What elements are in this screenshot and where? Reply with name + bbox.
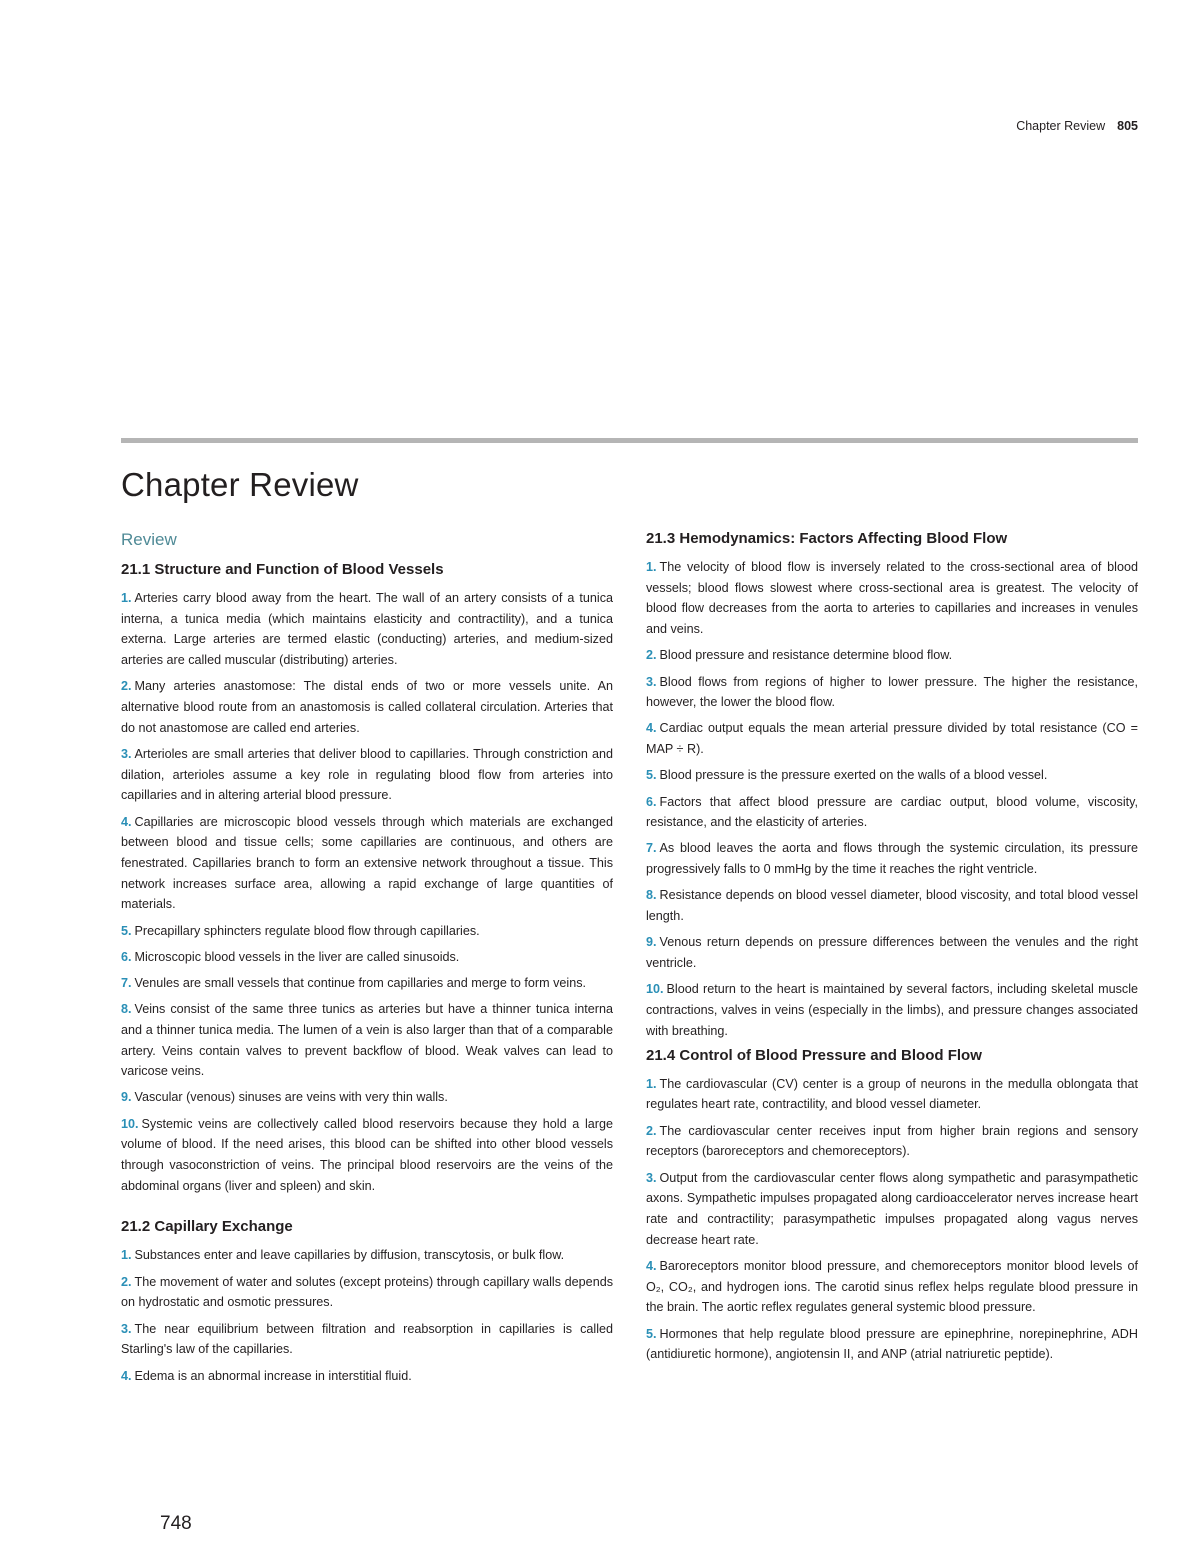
section-heading-21-2: 21.2 Capillary Exchange [121,1218,293,1236]
item-text: Substances enter and leave capillaries by diffusion, transcytosis, or bulk flow. [134,1248,565,1263]
item-number: 9. [646,935,657,950]
item-number: 1. [121,1248,132,1263]
item-text: As blood leaves the aorta and flows through the systemic circulation, its pressure progressively falls to 0 mmHg by the time it reaches the right ventricle. [646,841,1138,877]
running-head [1016,119,1138,133]
page-folio-number: 748 [160,1513,192,1534]
item-number: 8. [121,1002,132,1017]
list-item [121,921,613,942]
list-item [121,1319,613,1360]
list-item [646,1121,1138,1162]
right-column [646,530,1138,1370]
item-text: Precapillary sphincters regulate blood flow through capillaries. [134,923,480,938]
item-text: Venous return depends on pressure differences between the venules and the right ventricle. [646,935,1138,970]
list-item [646,645,1138,666]
item-number: 2. [121,679,132,694]
list-item [121,973,613,994]
list-item [121,1272,613,1313]
item-text: Cardiac output equals the mean arterial pressure divided by total resistance (CO = MAP ÷ R). [646,721,1138,757]
item-text: The movement of water and solutes (except proteins) through capillary walls depends on hydrostatic and osmotic pressures. [121,1274,613,1310]
list-item [646,885,1138,926]
item-number: 1. [646,560,657,574]
item-text: Blood return to the heart is maintained by several factors, including skeletal muscle contractions, valves in veins (especially in the limbs), and pressure changes associated with breathing. [646,982,1138,1038]
list-item [646,765,1138,786]
list-item [646,557,1138,640]
item-number: 2. [646,1123,657,1138]
item-number: 10. [646,982,664,997]
section-heading-21-3: 21.3 Hemodynamics: Factors Affecting Blood Flow [646,530,1008,547]
item-text: Factors that affect blood pressure are cardiac output, blood volume, viscosity, resistance, and the elasticity of arteries. [646,794,1138,830]
item-text: Systemic veins are collectively called blood reservoirs because they hold a large volume of blood. If the need arises, this blood can be shifted into other blood vessels through vasoconstriction of veins. The principal blood reservoirs are the veins of the abdominal organs (liver and spleen) and skin. [121,1116,613,1193]
item-text: Edema is an abnormal increase in interstitial fluid. [134,1368,412,1383]
item-text: Blood pressure and resistance determine blood flow. [659,648,953,663]
item-number: 5. [646,768,657,783]
running-head-page-number: 805 [1117,119,1138,133]
item-text: Arterioles are small arteries that deliver blood to capillaries. Through constriction and dilation, arterioles assume a key role in regulating blood flow from arteries into capillaries and in altering arterial blood pressure. [121,746,613,803]
list-item [646,838,1138,879]
item-number: 2. [121,1274,132,1289]
item-text: Vascular (venous) sinuses are veins with very thin walls. [134,1090,448,1105]
list-item [646,672,1138,713]
list-item [646,1256,1138,1318]
item-text: Blood flows from regions of higher to lower pressure. The higher the resistance, however, the lower the blood flow. [646,674,1138,710]
list-item [121,947,613,968]
list-item [646,718,1138,759]
running-head-label: Chapter Review [1016,119,1106,133]
item-number: 3. [121,746,132,761]
list-item [646,979,1138,1041]
list-item [121,999,613,1082]
item-number: 5. [646,1326,657,1341]
left-column [121,530,613,1392]
item-text: The cardiovascular (CV) center is a group of neurons in the medulla oblongata that regulates heart rate, contractility, and blood vessel diameter. [646,1076,1138,1112]
item-text: Arteries carry blood away from the heart. The wall of an artery consists of a tunica interna, a tunica media (which maintains elasticity and contractility), and a tunica externa. Large arteries are termed elastic (conducting) arteries, and medium-sized arteries are called muscular (distributing) arteries. [121,591,613,668]
item-text: Baroreceptors monitor blood pressure, and chemoreceptors monitor blood levels of O₂, CO₂, and hydrogen ions. The carotid sinus reflex helps regulate blood pressure in the brain. The aortic reflex regulates general systemic blood pressure. [646,1258,1138,1315]
item-number: 1. [646,1076,657,1091]
chapter-title: Chapter Review [121,466,359,503]
list-item [121,1245,613,1266]
item-number: 4. [121,1368,132,1383]
item-number: 5. [121,923,132,938]
list-item [121,1114,613,1197]
item-number: 3. [646,674,657,689]
item-text: Blood pressure is the pressure exerted on the walls of a blood vessel. [659,768,1048,783]
item-number: 6. [121,949,132,964]
list-item [121,676,613,738]
section-divider-rule [121,438,1138,443]
item-text: Microscopic blood vessels in the liver are called sinusoids. [134,949,460,964]
section-heading-21-1: 21.1 Structure and Function of Blood Vessels [121,561,444,578]
list-item [646,932,1138,973]
item-number: 8. [646,888,657,903]
list-item [121,1366,613,1387]
review-label: Review [121,530,177,549]
list-item [646,1074,1138,1115]
item-number: 4. [646,1258,657,1273]
item-number: 10. [121,1116,139,1131]
list-item [121,1087,613,1108]
section-heading-21-4: 21.4 Control of Blood Pressure and Blood Flow [646,1046,982,1064]
item-number: 7. [121,975,132,990]
item-text: The cardiovascular center receives input from higher brain regions and sensory receptors (baroreceptors and chemoreceptors). [646,1123,1138,1159]
item-number: 7. [646,841,657,856]
list-item [121,812,613,916]
item-text: Many arteries anastomose: The distal ends of two or more vessels unite. An alternative blood route from an anastomosis is called collateral circulation. Arteries that do not anastomose are called end arteries. [121,679,613,735]
item-number: 1. [121,591,132,605]
list-item [646,1324,1138,1365]
item-text: Output from the cardiovascular center flows along sympathetic and parasympathetic axons. Sympathetic impulses propagated along cardioaccelerator nerves increase heart rate and contractility; parasympathetic impulses propagated along vagus nerves decrease heart rate. [646,1170,1138,1247]
item-text: The velocity of blood flow is inversely related to the cross-sectional area of blood vessels; blood flows slowest where cross-sectional area is greatest. The velocity of blood flow decreases from the aorta to arteries to capillaries and increases in venules and veins. [646,560,1138,637]
item-number: 3. [646,1170,657,1185]
list-item [646,1168,1138,1251]
item-text: Capillaries are microscopic blood vessels through which materials are exchanged between blood and tissue cells; some capillaries are continuous, and others are fenestrated. Capillaries branch to form an extensive network throughout a tissue. This network increases surface area, allowing a rapid exchange of large quantities of materials. [121,814,613,912]
list-item [121,588,613,671]
item-number: 3. [121,1321,132,1336]
item-number: 6. [646,794,657,809]
item-text: The near equilibrium between filtration and reabsorption in capillaries is called Starling's law of the capillaries. [121,1321,613,1357]
item-text: Venules are small vessels that continue from capillaries and merge to form veins. [134,975,587,990]
item-number: 4. [121,814,132,829]
item-number: 9. [121,1090,132,1105]
item-number: 4. [646,721,657,736]
list-item [121,744,613,806]
list-item [646,792,1138,833]
item-text: Hormones that help regulate blood pressure are epinephrine, norepinephrine, ADH (antidiuretic hormone), angiotensin II, and ANP (atrial natriuretic peptide). [646,1326,1138,1362]
item-text: Resistance depends on blood vessel diameter, blood viscosity, and total blood vessel length. [646,888,1138,924]
item-number: 2. [646,648,657,663]
item-text: Veins consist of the same three tunics as arteries but have a thinner tunica interna and a thinner tunica media. The lumen of a vein is also larger than that of a comparable artery. Veins contain valves to prevent backflow of blood. Weak valves can lead to varicose veins. [121,1002,613,1079]
